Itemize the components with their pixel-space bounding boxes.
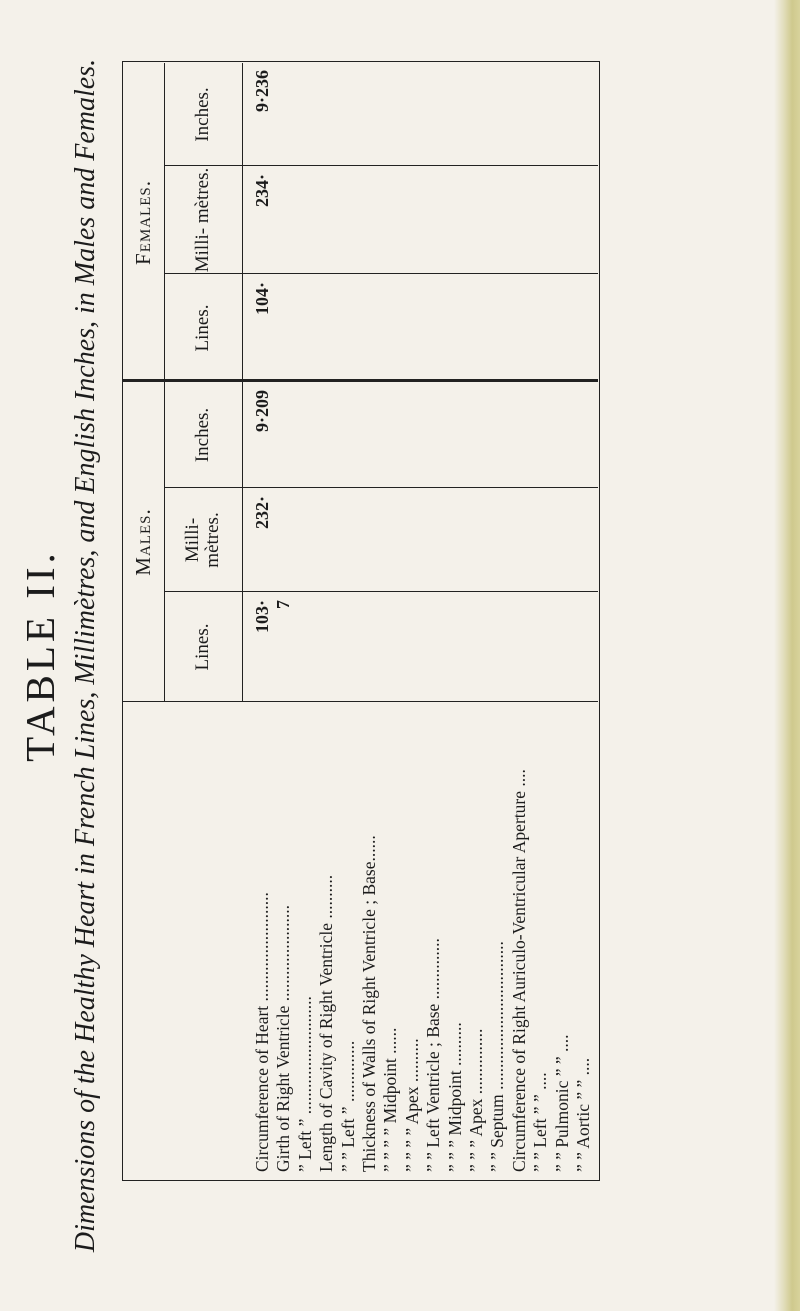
table-cell-m-in [551, 390, 573, 488]
table-cell-f-mm [551, 174, 573, 274]
table-cell-f-lines [508, 282, 530, 382]
table-cell-m-lines [572, 600, 594, 702]
dimensions-table [122, 61, 600, 1181]
table-row-label: ” ” ” ” Apex .......... [401, 1038, 422, 1172]
table-cell-f-lines [358, 282, 380, 382]
table-cell-m-lines [529, 600, 551, 702]
table-cell-m-lines [358, 600, 380, 702]
females-millimetres-header: Milli- mètres. [192, 167, 213, 273]
table-cell-f-mm [572, 174, 594, 274]
table-cell-m-mm [465, 496, 487, 592]
table-cell-m-in [379, 390, 401, 488]
table-cell-m-in: 9·209 [252, 390, 272, 433]
table-cell-f-lines [572, 282, 594, 382]
table-cell-f-lines: 104· [252, 282, 272, 316]
table-row-label: ” ” ” Apex ............... [466, 1028, 486, 1172]
table-cell-f-in [358, 70, 380, 166]
table-cell-m-mm [551, 496, 573, 592]
table-cell-f-mm [358, 174, 380, 274]
table-cell-f-mm [486, 174, 508, 274]
table-cell-m-mm [572, 496, 594, 592]
table-cell-m-mm [486, 496, 508, 592]
table-cell-f-lines [294, 282, 316, 382]
table-cell-m-lines [465, 600, 487, 702]
table-cell-m-in [358, 390, 380, 488]
table-row-label: ” ” Pulmonic ” ” .... [551, 1034, 572, 1172]
table-cell-m-mm: 232· [252, 496, 272, 530]
table-cell-f-mm [337, 174, 359, 274]
table-cell-m-in [486, 390, 508, 488]
table-cell-m-mm [529, 496, 551, 592]
table-cell-m-mm [337, 496, 359, 592]
table-row-label: Girth of Right Ventricle ...................... [273, 904, 294, 1172]
table-cell-f-in [272, 70, 294, 166]
table-cell-f-lines [272, 282, 294, 382]
males-inches-header: Inches. [192, 407, 213, 463]
table-cell-m-in [508, 390, 530, 488]
table-cell-f-lines [486, 282, 508, 382]
table-cell-f-in [508, 70, 530, 166]
table-cell-m-mm [508, 496, 530, 592]
table-cell-f-mm [294, 174, 316, 274]
table-row-label: Thickness of Walls of Right Ventricle ; Base...... [359, 835, 379, 1172]
table-cell-f-mm [315, 174, 337, 274]
table-cell-f-in [379, 70, 401, 166]
table-cell-f-lines [444, 282, 466, 382]
females-lines-header: Lines. [192, 304, 213, 352]
table-cell-m-lines [315, 600, 337, 702]
table-cell-m-lines [401, 600, 423, 702]
table-row-label: ” ” ” Midpoint .......... [444, 1022, 465, 1172]
table-cell-m-lines [486, 600, 508, 702]
table-cell-f-lines [379, 282, 401, 382]
table-cell-m-in [465, 390, 487, 488]
table-cell-f-in [444, 70, 466, 166]
table-cell-f-in [486, 70, 508, 166]
table-row-label: Length of Cavity of Right Ventricle .......... [316, 874, 337, 1172]
table-cell-f-mm [422, 174, 444, 274]
table-cell-m-lines: 7 [273, 600, 294, 609]
table-cell-f-mm: 234· [252, 174, 272, 208]
table-cell-f-mm [379, 174, 401, 274]
table-cell-m-in [337, 390, 359, 488]
table-cell-f-in [529, 70, 551, 166]
table-cell-m-in [401, 390, 423, 488]
males-lines-header: Lines. [192, 623, 213, 671]
table-row-label: Circumference of Heart ......................... [252, 892, 272, 1172]
table-cell-m-mm [444, 496, 466, 592]
column-header-rule [242, 63, 243, 702]
table-cell-m-in [572, 390, 594, 488]
table-cell-f-lines [401, 282, 423, 382]
table-cell-m-mm [358, 496, 380, 592]
table-cell-m-lines [294, 600, 316, 702]
table-cell-m-mm [315, 496, 337, 592]
table-cell-f-in [401, 70, 423, 166]
table-cell-m-in [294, 390, 316, 488]
table-cell-m-lines: 103· [252, 600, 272, 634]
table-cell-m-in [444, 390, 466, 488]
table-cell-f-lines [315, 282, 337, 382]
table-cell-m-mm [294, 496, 316, 592]
table-cell-f-lines [422, 282, 444, 382]
table-cell-m-lines [508, 600, 530, 702]
table-row-label: ” ” Left Ventricle ; Base .............. [423, 938, 444, 1172]
table-row-label: ” ” Aortic ” ” .... [573, 1057, 593, 1172]
table-cell-f-lines [529, 282, 551, 382]
table-cell-f-in [294, 70, 316, 166]
females-inches-header: Inches. [192, 87, 213, 142]
table-row-label: ” ” Left ” ” .... [530, 1072, 551, 1172]
table-cell-f-mm [401, 174, 423, 274]
table-cell-m-lines [444, 600, 466, 702]
table-cell-f-mm [444, 174, 466, 274]
table-cell-f-mm [529, 174, 551, 274]
table-cell-f-in [465, 70, 487, 166]
table-cell-m-in [315, 390, 337, 488]
table-row-label: ” ” Septum .................................. [487, 941, 508, 1172]
males-group-heading: Males. [131, 508, 155, 576]
table-cell-f-lines [337, 282, 359, 382]
table-cell-m-in [422, 390, 444, 488]
table-cell-f-in [337, 70, 359, 166]
table-cell-m-in [529, 390, 551, 488]
table-cell-f-in [572, 70, 594, 166]
table-label: TABLE II. [17, 549, 63, 762]
table-cell-m-lines [379, 600, 401, 702]
table-cell-m-mm [379, 496, 401, 592]
table-cell-m-lines [337, 600, 359, 702]
table-row-label: ” ” ” ” Midpoint ...... [380, 1027, 401, 1172]
table-row-label: Circumference of Right Auriculo-Ventricular Aperture .... [508, 769, 529, 1172]
table-cell-f-in [422, 70, 444, 166]
table-cell-f-in: 9·236 [252, 70, 272, 113]
table-cell-f-lines [551, 282, 573, 382]
females-group-heading: Females. [131, 180, 155, 265]
table-cell-f-mm [272, 174, 294, 274]
males-millimetres-header: Milli- mètres. [182, 512, 223, 568]
table-cell-m-in [272, 390, 294, 488]
table-row-label: ” ” Left ” .............. [337, 1040, 358, 1172]
table-row-label: ” Left ” ........................... [294, 996, 315, 1172]
table-subtitle: Dimensions of the Healthy Heart in French Lines, Millimètres, and English Inches, in Males and Females. [70, 58, 101, 1253]
table-cell-m-lines [422, 600, 444, 702]
table-cell-f-lines [465, 282, 487, 382]
table-cell-m-mm [422, 496, 444, 592]
table-cell-m-mm [401, 496, 423, 592]
table-cell-f-mm [508, 174, 530, 274]
table-cell-f-in [551, 70, 573, 166]
table-cell-m-lines [551, 600, 573, 702]
table-cell-m-mm [272, 496, 294, 592]
table-cell-f-in [315, 70, 337, 166]
table-cell-f-mm [465, 174, 487, 274]
